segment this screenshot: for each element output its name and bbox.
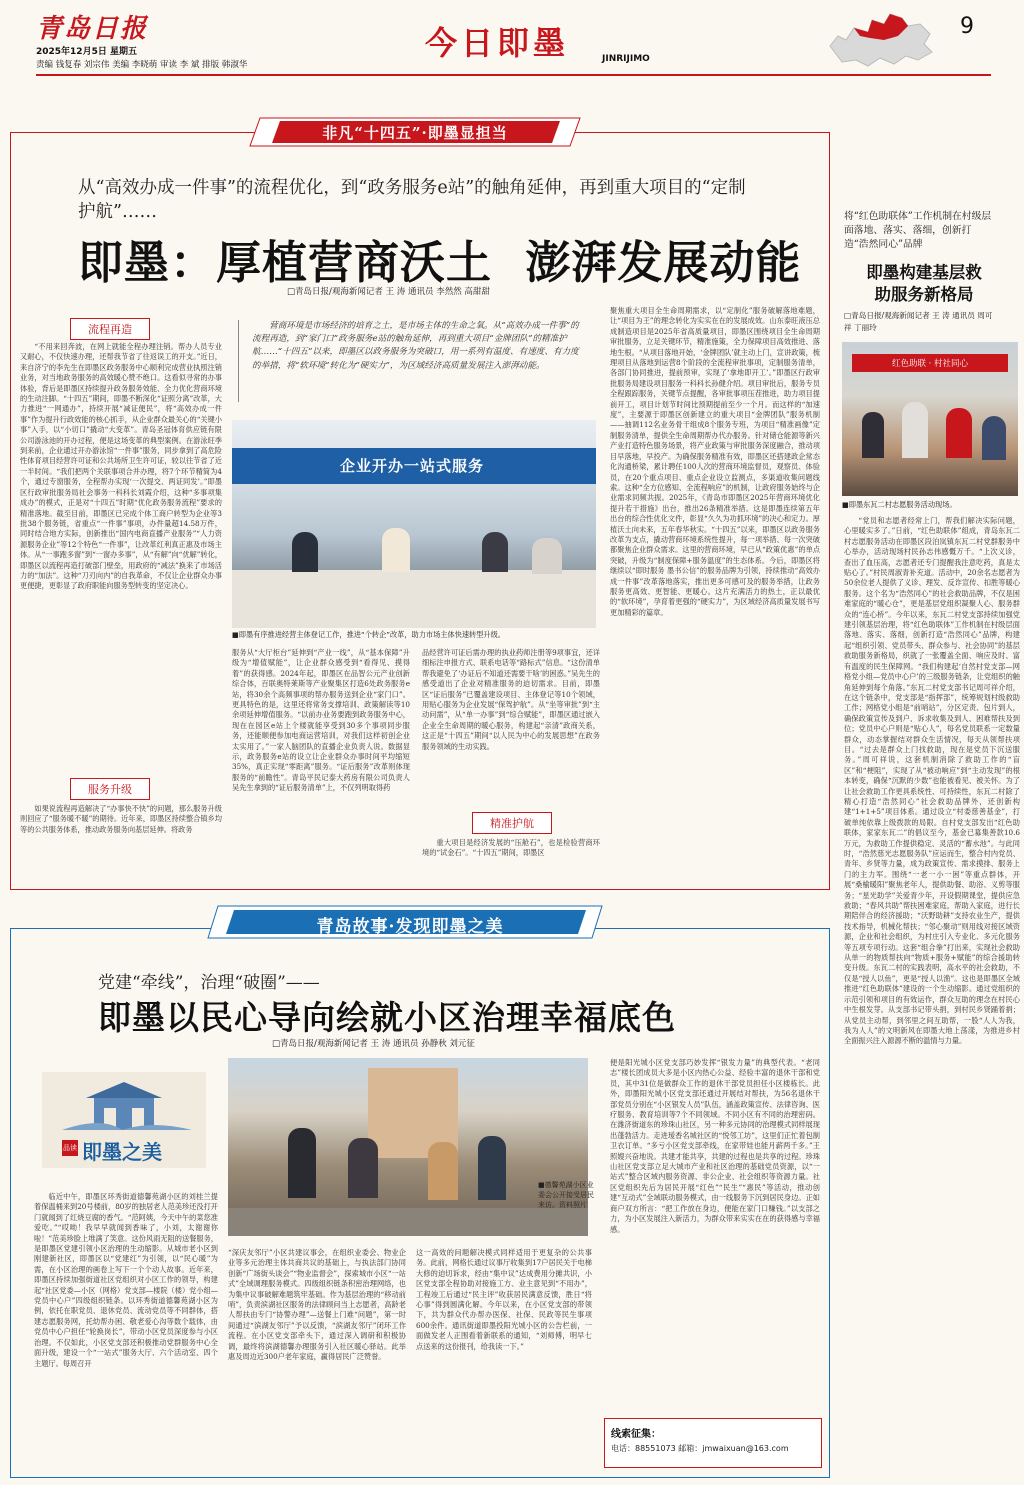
kicker-banner: [240, 116, 590, 148]
top-col2-text: 服务从“大厅柜台”延伸到“产业一线”，从“基本保障”升级为“增值赋能”，让企业群众感受到“看得见、摸得着”的获得感。2024年起，即墨区在品智公元产业创新综合体，百联奥特莱斯等产业聚集区打造6处政务服务e站，将30余个高频事项的帮办服务送到企业“家门口”。更具特色的是，这里还将常务支撑培训、政策解读等10余项延伸增值服务。“以前办业务要跑到政务服务中心，现在在园区e站上个楼就能享受到30多个事项同步服务，还能顺便参加电商运营培训，对我们这样初创企业太实用了。”一家人脑团队的直播企业负责人说。数据显示，政务服务e站的设立让企业群众办事时间平均缩短35%，真正实现“零距离”服务。“证后服务”改革则体现服务的“前瞻性”。青岛平民记泰大药房有限公司负责人吴先生拿到的“证后服务清单”上，不仅列明取得药: [232, 648, 410, 793]
bottom-byline: □青岛日报/观海新闻记者 王 涛 通讯员 孙静秋 刘元征: [272, 1039, 475, 1049]
subhead-support: 精准护航: [472, 812, 552, 834]
jimo-beauty-logo: [42, 1072, 206, 1168]
kicker-text: 非凡“十四五”·即墨显担当: [322, 124, 508, 142]
section-pinyin: JINRIJIMO: [602, 54, 650, 64]
side-byline: □青岛日报/观海新闻记者 王 涛 通讯员 周可祥 丁丽玲: [844, 311, 993, 332]
hall-sign: 企业开办一站式服务: [340, 457, 485, 475]
masthead-rule: [36, 74, 991, 76]
residents-photo: [228, 1058, 588, 1236]
map-icon: [820, 6, 940, 70]
residents-photo-caption: ■德馨苑湖小区业委会公开接受居民来访。资料照片: [538, 1181, 594, 1209]
top-col2c-text: 重大项目是经济发展的“压舱石”，也是检验营商环境的“试金石”。“十四五”期间，即墨区: [422, 838, 600, 858]
bottom-headline: 即墨以民心导向绘就小区治理幸福底色: [98, 998, 676, 1037]
discover-banner: [200, 904, 620, 940]
bottom-col2: “深庆友邻厅”小区共建议事会，在组织业委会、物业企业等多元治理主体共商共议的基础上，与执法部门协同创新“广场街头谈会”“物业监督会”，探索城市小区“一站式”全域调理服务模式。四级组织链条积密治理网络，也为集中议事破解难题筑牢基础。作为基层治理的“移动前哨”，负责滨湖社区服务的法律顾问当上志愿者，高龄老人帮扶由专门“协警办理”—送餐上门难“问题”，第一时间通过“滨湖友邻厅”予以反馈，“滨湖友邻厅”闭环工作流程。在小区党支部牵头下，通过深入调研和积极协调，最终将滨湖德馨办理服务引入社区暖心驿站。此举惠及周边近300户老年家庭，赢得居民广泛赞誉。: [228, 1248, 406, 1362]
masthead: [0, 0, 1024, 78]
photo-banner-text: 红色助联 · 村社同心: [891, 359, 969, 369]
issue-date: 2025年12月5日 星期五: [36, 47, 137, 57]
volunteer-photo: [842, 342, 1018, 496]
volunteer-photo-caption: ■即墨东瓦二村志愿服务活动现场。: [842, 500, 957, 509]
tip-notice-contact: 电话：88551073 邮箱：jmwaixuan@163.com: [611, 1444, 789, 1453]
bottom-col3: 这一高效的问题解决模式同样适用于更复杂的公共事务。此前，网格长通过议事厅收集到17户居民关于电梯大修的迫切诉求，经由“集中议”达成费用分摊共识，小区党支部全程协助对接施工方、业主意见到“不用办”，工程竣工后通过“民主评”收获居民满意反馈，胜日“将心事”得到圆满化解。今年以来，在小区党支部的带领下，共为群众代办帮办医保、社保、民政等民生事项600余件。通讯街道即墨投阳光城小区的公告栏前，一面做发老人正围看着新联系的通知，“刘师傅，明早七点送来的这份报刊，给我读一下。”: [416, 1248, 592, 1351]
logo-seal: 品读: [62, 1140, 78, 1156]
bottom-col4: 便是阳光城小区党支部巧妙发挥“银发力量”的典型代表。“老同志”楼长团成员大多是小区内热心公益、经验丰富的退休干部和党员，其中31位是做群众工作的退休干部党员担任小区楼栋长。此外，即墨阳光城小区党支部还通过开展结对帮扶，为56名退休干部党员分别在“小区银发人员”队伍，涵盖政策宣传、法律咨询、医疗服务、教育培训等7个不同领域。不同小区有不同的治理密码。在潍济街道东的珍珠山社区，另一种多元协同的治理模式同样展现出蓬勃活力。走进瑷香名城社区的“悦邻工坊”，这里们正忙着包制卫衣订单。“多亏小区党支部牵线，在家带娃也能月薪两千多。”王照嫂兴奋地说。共建才能共享，共建的过程也是共享的过程。珍珠山社区党支部立足大城市产业和社区治理的基础党员资源，以“一站式”整合区域内服务资源、非公企业、社会组织等资源力量。社区党组织先后为居民开展“红色”“民生”“惠民”等活动，推动创建“互动式”全域联动服务模式，由一线服务下沉到居民身边。正如商户双方所言：“把工作放在身边，便能在家门口赚钱。”以支部之力，为小区发展注入新活力，为群众带来实实在在的获得感与幸福感。: [610, 1058, 820, 1234]
government-hall-photo: [232, 420, 596, 628]
subhead-service: 服务升级: [70, 778, 150, 800]
tip-notice-title: 线索征集：: [611, 1429, 661, 1440]
top-col1-text: “不用来回奔波，在网上就能全程办理注销。帮办人员专业又耐心，不仅快速办理，还帮我节省了往返误工的开支。”近日，来自济宁的李先生在即墨区政务服务中心顺利完成营业执照注销业务，对当地政务服务的高效暖心赞不绝口。这看似寻常的办事体验，背后是即墨区持续提升政务服务效能、全力优化营商环境的生动注脚。“十四五”期间，即墨不断深化“证照分离”改革，大力推进“一网通办”，持续开展“减证便民”，将“高效办成一件事”作为提升行政效能的核心抓手，从企业群众最关心的“关键小事”入手，以“小切口”撬动“大变革”。青岛圣冠体育供应链有限公司游泳池的开办过程，便是这场变革的典型案例。在游泳旺季到来前，企业通过开办游泳馆“一件事”服务，同步拿到了高危险性体育项目经营许可证和公共场所卫生许可证，较以往节省了近一半时间。“我们把两个关联事项合并办理，将7个环节精简为4个，通过专窗服务，全程帮办实现‘一次提交、两证同发’。”即墨区行政审批服务局社会事务一科科长刘霞介绍，这种“多事项集成办”的模式，正是对“十四五”时期“优化政务服务流程”要求的精准落地。截至目前，即墨区已完成个体工商户转型为企业等3批38个服务链，省重点“一件事”事项，办件量超14.58万件，同时结合地方实际，创新推出“国内电商直播产业服务”“人力资源服务企业”等12个特色“一件事”，让改革红利真正惠及市场主体。从“一事跑多窗”到“一窗办多事”，从“有解”向“优解”转化，即墨区以流程再造打破部门壁垒，用政府的“减法”换来了市场活力的“加法”。这种“刀刃向内”的自我革命，不仅让企业群众办事更便捷，更彰显了政府职能向服务型转变的坚定决心。: [20, 342, 222, 591]
top-lead: 营商环境是市场经济的培育之土，是市场主体的生命之氧。从“高效办成一件事”的流程再造，到“家门口”政务服务e站的触角延伸，再到重大项目“金牌团队”的精准护航……“十四五”以来，即墨区以政务服务为突破口，用一系列有温度、有速度、有力度的举措，将“软环境”转化为“硬实力”，为区域经济高质量发展注入澎湃动能。: [252, 321, 579, 371]
hall-photo-caption: ■即墨有序推进经营主体登记工作，推进“个转企”改革，助力市场主体快速转型升级。: [232, 630, 505, 639]
top-col2b-text: 品经营许可证后需办理的执业药师注册等9项事宜，还详细标注申报方式、联系电话等“路标式”信息。“这份清单帮我避免了‘办证后不知道还需要干啥’的困惑。”吴先生的感受道出了企业对精准服务的迫切需求。目前，即墨区“证后服务”已覆盖建设项目、主体登记等10个领域，用贴心服务为企业发展“保驾护航”。从“坐等审批”到“主动问需”，从“单一办事”到“综合赋能”，即墨区通过嵌入企业全生命周期的暖心服务，构建起“亲清”政商关系，这正是“十四五”期间“以人民为中心的发展思想”在政务服务领域的生动实践。: [422, 648, 600, 751]
side-headline: 即墨构建基层救助服务新格局: [866, 263, 982, 304]
lead-divider: [238, 320, 239, 402]
discover-banner-text: 青岛故事·发现即墨之美: [316, 917, 504, 937]
top-col1b-text: 如果说流程再造解决了“办事快不快”的问题，那么服务升级则回应了“服务暖不暖”的期待。近年来，即墨区持续整合镇乡均等的公共服务体系，推动政务服务向基层延伸。将政务: [20, 804, 222, 834]
logo-text: 即墨之美: [82, 1140, 162, 1164]
top-byline: □青岛日报/观海新闻记者 王 涛 通讯员 李然然 高甜甜: [287, 287, 490, 297]
section-title: 今日即墨: [425, 24, 570, 62]
bottom-deck: 党建“牵线”，治理“破圈”——: [98, 973, 320, 993]
page-number: 9: [960, 14, 974, 39]
top-col3-text: 聚焦重大项目全生命周期需求，以“定制化”服务破解落地难题，让“项目为王”的理念转化为实实在在的发展成效。山东泰旺液压总成制造项目是2025年省高质量项目，即墨区围绕项目全生命周期审批服务，立足关键环节，精准施策，全力保障项目高效推进、落地生根。“从项目落地开始，‘金牌团队’就主动上门，宣讲政策，梳理项目从落地到运营8个阶段的全流程审批事项，定制服务清单，各部门协同推进，提前预审，实现了‘拿地即开工’。”即墨区行政审批服务局建设项目服务一科科长孙健介绍。项目审批后，服务专员全程跟踪服务，关键节点提醒，各审批事项压茬推进，助力项目提前开工，项目计划节时间比预期提前至少一个月。而这样的“加速度”，主要源于即墨区创新建立的重大项目“金牌团队”服务机制——抽调112名业务骨干组成8个服务专班，为项目“精准画像”定制服务清单，提供全生命周期帮办代办服务。针对储仓能源等新兴产业打造特色服务场景，将产业政策与审批服务深度融合，推动项目早落地，早投产。为确保服务精准有效，即墨区还搭建政企常态化沟通桥梁，累计聘任100人次的营商环境监督员，观察员、体验员，在20个重点项目、重点企业设立监测点，多渠道收集问题线索。这种“全方位感知、全流程响应”的机制，让政府服务始终与企业需求同频共振。2025年，《青岛市即墨区2025年营商环境优化提升若干措施》出台，推出26条精准举措。这是即墨连续第五年出台的综合性优化文件，彰显“久久为功抓环境”的决心和定力。厚植沃土向未来，五年春华秋实。“十四五”以来，即墨区以政务服务改革为支点，撬动营商环境系统性提升，每一项举措、每一次突破都聚焦企业群众需求。这里的营商环境，早已从“政策优惠”的单点突破，升级为“制度保障+服务温度”的生态体系。今后，即墨区将继续以“即时服务 墨书公信”的服务品牌为引领，持续推动“高效办成一件事”改革落地落实，推出更多可感可及的服务举措，让政务服务更高效、更智能、更暖心。这片充满活力的热土，正以最优的“软环境”，孕育着更强的“硬实力”，为区域经济高质量发展书写更加精彩的篇章。: [610, 306, 820, 617]
tip-notice: [604, 1418, 822, 1468]
top-deck: 从“高效办成一件事”的流程优化，到“政务服务e站”的触角延伸，再到重大项目的“定制护航”……: [78, 178, 746, 222]
staff-credits: 责编 钱复春 刘宗伟 美编 李晓萌 审读 李 斌 排版 韩淑华: [36, 60, 248, 70]
side-body: “党员和志愿者经常上门，帮我们解决实际问题，心里暖实多了。”日前，“红色助联体”组成，青岛东瓦二村志愿服务活动在即墨区段泊岚镇东瓦二村党群服务中心举办，活动现场村民孙志伟感慨万千。“上次义诊，查出了血压高，志愿者还专门提醒我注意吃药，真是太贴心了。”村民周淑青补充道。活动中，20余名志愿者为50余位老人提供了义诊、理发、反诈宣传、扣胜等暖心服务。这个名为“浩然同心”的社会救助品牌，不仅是困难家庭的“暖心仓”，更是基层党组织凝聚人心、服务群众的“连心桥”。今年以来，东瓦二村党支部持续加强党建引领基层治理，将“红色助联体”工作机制在村级层面落地、落实、落细，创新打造“浩然同心”品牌，构建起“组织引领、党员带头、群众参与、社会协同”的基层救助服务新格局，织就了一张覆盖全面、响应及时、富有温度的民生保障网。“我们构建起‘自然村党支部—网格党小组—党员中心户’的三级服务链条，让党组织的触角延伸到每个角落。”东瓦二村党支部书记周可祥介绍，在这个链条中，党支部是“指挥部”，统筹规划村级救助工作；网格党小组是“前哨站”，分区定责、包片到人，确保政策宣传及到户、诉求收集及到人、困难帮扶及到位；党员中心户则是“贴心人”，每名党员联系一定数量群众，动态掌握结对群众生活情况，每天从领帮扶项目。“过去是群众上门找救助，现在是党员下沉送服务。”周可祥说，这套机制消除了救助工作的“盲区”和“梗阻”，实现了从“被动响应”到“主动发现”的根本转变，确保“沉默的少数”也能被看见、被关怀。为了让社会救助工作更具系统性、可持续性，东瓦二村除了精心打造“浩然同心”社会救助品牌外，还创新构建“1+1+5”项目体系。通过设立“村委慈善基金”，打破单纯依靠上级拨款的局限。自村党支部发出“红色助联体，家家东瓦二”的倡议至今，基金已募集善款10.6万元，为救助工作提供稳定、灵活的“蓄水池”。与此同时，“浩然慈光志愿服务队”应运而生，整合村内党员、青年、乡贤等力量，成为政策宣传、需求摸排、服务上门的主力军。围绕“一老一小一困”等重点群体，开展“桑榆暖阳”聚焦老年人，提供助餐、助浴、义剪等服务；“星光助学”关爱青少年，开设假期课堂，提供应急救助；“春风共助”帮扶困难家庭，帮助入家庭，进行长期陪伴合的经济援助；“沃野助耕”支持农业生产，提供技术指导，机械化帮扶；“邻心聚动”则用线对接区域资源，企业和社会组织，为村庄引入专业化、多元化服务等五项专项行动。这套“组合拳”打出来，实现社会救助从单一的物质帮扶向“物质+服务+赋能”的综合援助转变升级。东瓦二村的实践表明，高水平的社会救助，不仅是“授人以鱼”，更是“授人以渔”。这也是即墨区全域推进“红色助联体”建设的一个生动缩影。通过党组织的示范引领和项目的有效运作，群众互助的理念在村民心中生根发芽。从支部书记带头捐，到村民乡贤踊着捐；从党员主动帮，到邻里之间互助帮，一股“人人为我，我为人人”的文明新风在即墨大地上荡漾，为推进乡村全面振兴注入源源不断的温情与力量。: [844, 516, 1020, 1046]
side-deck: 将“红色助联体”工作机制在村级层面落地、落实、落细，创新打造“浩然同心”品牌: [844, 211, 992, 250]
newspaper-logo: 青岛日报: [36, 14, 149, 44]
subhead-process: 流程再造: [70, 318, 150, 340]
bottom-col1: 临近中午，即墨区环秀街道德馨苑湖小区的刘桂兰提着保温桶来到20号楼前，80岁的独居老人范美珍还没打开门就闻到了红烧豆腐的香气。“范阿姨，今天中午的菜您准爱吃。”“哎呦！我早早就闻到香味了，小刘，太谢谢你啦！”范美珍脸上堆满了笑意。这份风雨无阻的送餐服务，是即墨区党建引领小区治理的生动缩影。从城市老小区到刚建新社区，即墨区以“党建红”为引领，以“民心暖”为需，在小区治理的画卷上写下一个个动人故事。近年来，即墨区持续加强街道社区党组织对小区工作的领导，构建起“社区党委—小区（网格）党支部—楼院（楼）党小组—党员中心户”四级组织链条。以环秀街道德馨苑湖小区为例，依托在职党员、退休党员、流动党员等不同群体，搭建志愿服务网，托幼帮办困、敬老爱心沟等数个载体，由党员中心户担任“轮换岗长”，带动小区党员深度参与小区治理。不仅如此，小区党支部还积极推动党群服务中心全面升级，建设一个“一站式”服务大厅、六个活动室、四个主题厅。每周召开: [34, 1192, 218, 1368]
top-headline: 即墨：厚植营商沃土 澎湃发展动能: [78, 236, 802, 289]
